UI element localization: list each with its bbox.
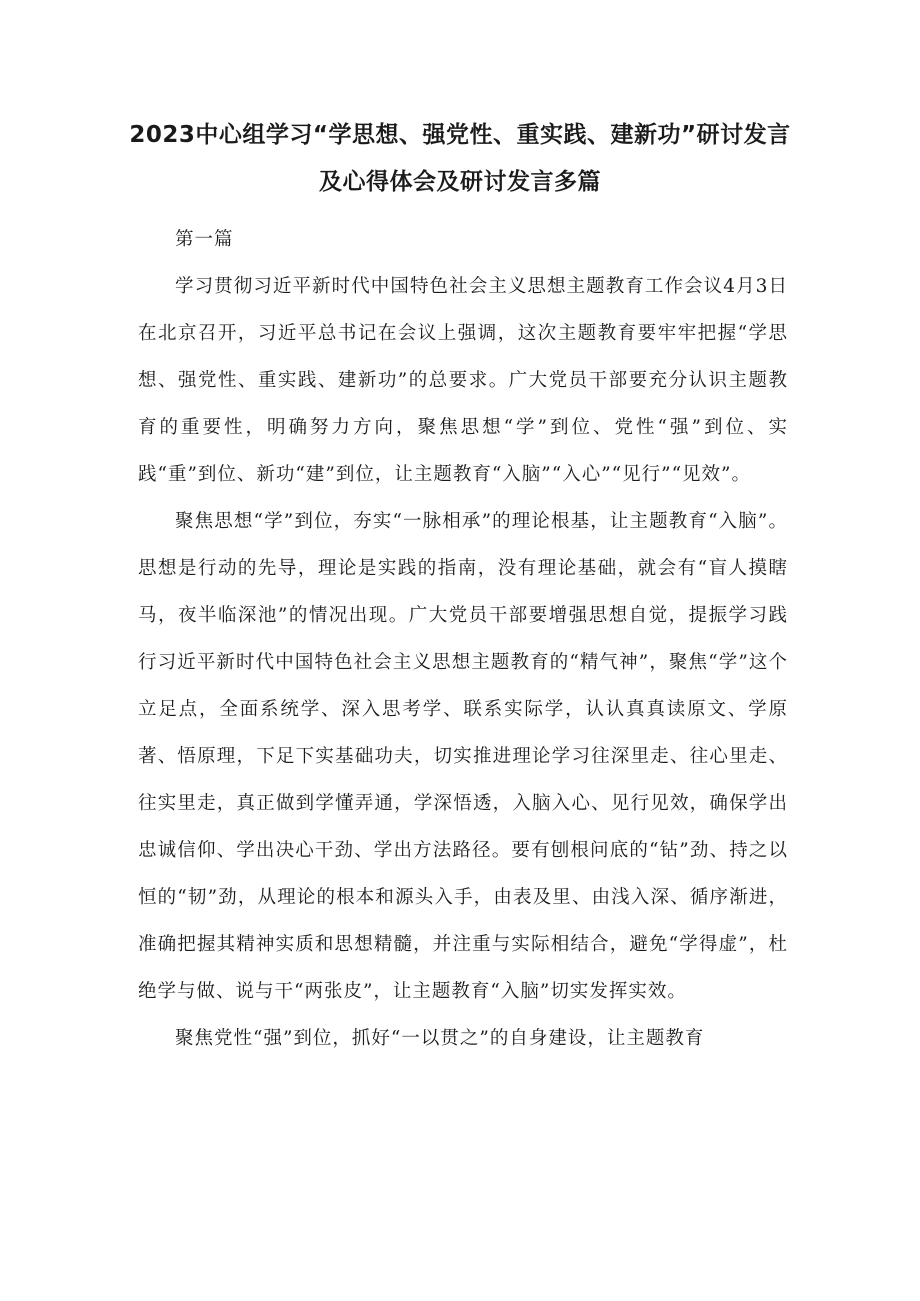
paragraph: 学习贯彻习近平新时代中国特色社会主义思想主题教育工作会议4月3日在北京召开，习近平总书记在会议上强调，这次主题教育要牢牢把握“学思想、强党性、重实践、建新功”的总要求。广大党员干部要充分认识主题教育的重要性，明确努力方向，聚焦思想“学”到位、党性“强”到位、实践“重”到位、新功“建”到位，让主题教育“入脑”“入心”“见行”“见效”。	[138, 276, 788, 485]
paragraph: 聚焦党性“强”到位，抓好“一以贯之”的自身建设，让主题教育	[175, 1028, 705, 1049]
document-body	[138, 216, 788, 1062]
document-title: 2023中心组学习“学思想、强党性、重实践、建新功”研讨发言及心得体会及研讨发言多篇	[129, 122, 791, 195]
section-heading: 第一篇	[175, 229, 234, 250]
paragraph: 聚焦思想“学”到位，夯实“一脉相承”的理论根基，让主题教育“入脑”。思想是行动的先导，理论是实践的指南，没有理论基础，就会有“盲人摸瞎马，夜半临深池”的情况出现。广大党员干部要增强思想自觉，提振学习践行习近平新时代中国特色社会主义思想主题教育的“精气神”，聚焦“学”这个立足点，全面系统学、深入思考学、联系实际学，认认真真读原文、学原著、悟原理，下足下实基础功夫，切实推进理论学习往深里走、往心里走、往实里走，真正做到学懂弄通，学深悟透，入脑入心、见行见效，确保学出忠诚信仰、学出决心干劲、学出方法路径。要有刨根问底的“钻”劲、持之以恒的“韧”劲，从理论的根本和源头入手，由表及里、由浅入深、循序渐进，准确把握其精神实质和思想精髓，并注重与实际相结合，避免“学得虚”，杜绝学与做、说与干“两张皮”，让主题教育“入脑”切实发挥实效。	[138, 511, 788, 1002]
